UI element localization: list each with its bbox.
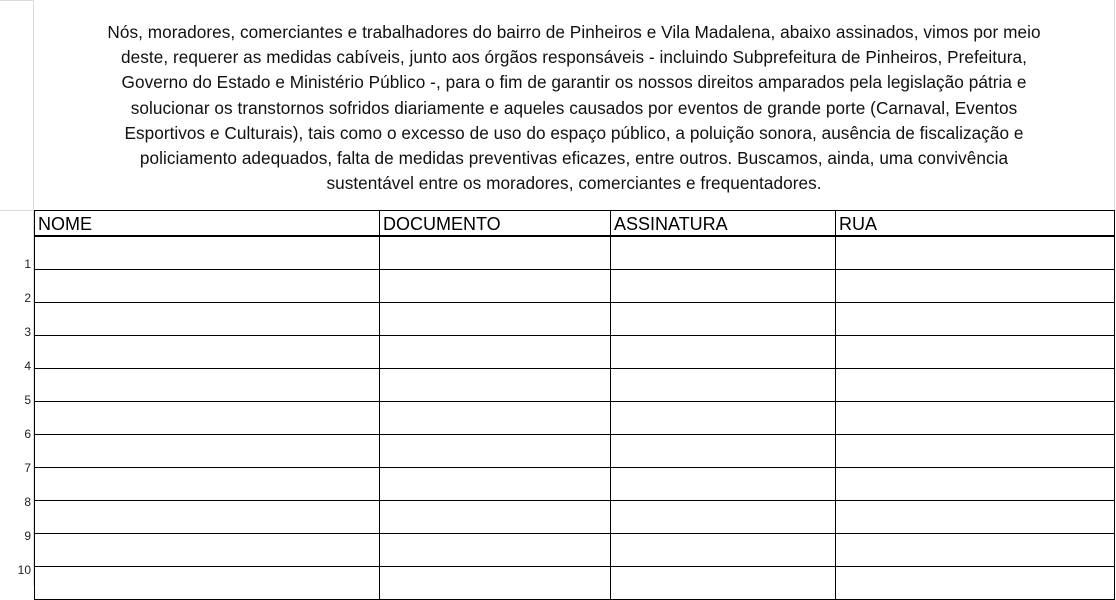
row-number (0, 476, 33, 510)
cell-documento[interactable] (380, 336, 611, 369)
row-number-label: 6 (24, 427, 31, 441)
cell-documento[interactable] (380, 435, 611, 468)
table-row (35, 402, 1115, 435)
cell-nome[interactable] (35, 369, 380, 402)
table-row (35, 567, 1115, 600)
cell-rua[interactable] (836, 369, 1115, 402)
table-row (35, 435, 1115, 468)
cell-documento[interactable] (380, 236, 611, 270)
row-number-label: 2 (24, 291, 31, 305)
row-number-label: 1 (24, 257, 31, 271)
row-number (0, 442, 33, 476)
cell-nome[interactable] (35, 402, 380, 435)
cell-nome[interactable] (35, 567, 380, 600)
table-row (35, 369, 1115, 402)
cell-rua[interactable] (836, 468, 1115, 501)
cell-rua[interactable] (836, 270, 1115, 303)
petition-line: policiamento adequados, falta de medidas preventivas eficazes, entre outros. Buscamos, ainda, uma convivência (139, 148, 1009, 169)
row-number (0, 272, 33, 306)
cell-nome[interactable] (35, 501, 380, 534)
cell-assinatura[interactable] (611, 236, 836, 270)
column-header-rua: RUA (836, 211, 1115, 237)
row-number-label: 10 (17, 563, 31, 577)
cell-rua[interactable] (836, 402, 1115, 435)
table-row (35, 534, 1115, 567)
cell-documento[interactable] (380, 567, 611, 600)
cell-assinatura[interactable] (611, 468, 836, 501)
cell-assinatura[interactable] (611, 534, 836, 567)
cell-documento[interactable] (380, 369, 611, 402)
cell-assinatura[interactable] (611, 567, 836, 600)
cell-rua[interactable] (836, 336, 1115, 369)
cell-nome[interactable] (35, 303, 380, 336)
table-row (35, 501, 1115, 534)
cell-nome[interactable] (35, 270, 380, 303)
row-number (0, 374, 33, 408)
row-number-label: 8 (24, 495, 31, 509)
cell-rua[interactable] (836, 236, 1115, 270)
row-number-label: 3 (24, 325, 31, 339)
cell-assinatura[interactable] (611, 369, 836, 402)
cell-nome[interactable] (35, 435, 380, 468)
cell-documento[interactable] (380, 402, 611, 435)
petition-line: Esportivos e Culturais), tais como o excesso de uso do espaço público, a poluição sonora, ausência de fiscalização e (124, 122, 1024, 143)
cell-nome[interactable] (35, 534, 380, 567)
row-number-label: 5 (24, 393, 31, 407)
cell-rua[interactable] (836, 303, 1115, 336)
cell-documento[interactable] (380, 468, 611, 501)
petition-line: sustentável entre os moradores, comerciantes e frequentadores. (326, 173, 822, 194)
signature-table (34, 210, 1115, 600)
cell-documento[interactable] (380, 501, 611, 534)
table-header-row (35, 211, 1115, 237)
petition-line: solucionar os transtornos sofridos diariamente e aqueles causados por eventos de grande porte (Carnaval, Eventos (130, 97, 1018, 118)
petition-line: Nós, moradores, comerciantes e trabalhadores do bairro de Pinheiros e Vila Madalena, abaixo assinados, vimos por meio (107, 22, 1041, 42)
table-row (35, 468, 1115, 501)
row-number-label: 7 (24, 461, 31, 475)
cell-rua[interactable] (836, 435, 1115, 468)
cell-assinatura[interactable] (611, 336, 836, 369)
petition-text (36, 20, 1112, 196)
petition-line: deste, requerer as medidas cabíveis, junto aos órgãos responsáveis - incluindo Subprefeitura de Pinheiros, Prefeitura, (121, 47, 1027, 68)
row-number (0, 544, 33, 578)
cell-assinatura[interactable] (611, 435, 836, 468)
cell-assinatura[interactable] (611, 303, 836, 336)
row-number (0, 408, 33, 442)
cell-assinatura[interactable] (611, 501, 836, 534)
cell-assinatura[interactable] (611, 270, 836, 303)
table-row (35, 303, 1115, 336)
cell-rua[interactable] (836, 567, 1115, 600)
cell-documento[interactable] (380, 270, 611, 303)
column-header-nome: NOME (35, 211, 380, 237)
row-number-gutter (0, 238, 33, 578)
column-header-documento: DOCUMENTO (380, 211, 611, 237)
gridline (0, 210, 34, 211)
cell-documento[interactable] (380, 303, 611, 336)
row-number (0, 306, 33, 340)
row-number (0, 510, 33, 544)
table-row (35, 236, 1115, 270)
cell-nome[interactable] (35, 336, 380, 369)
row-number (0, 238, 33, 272)
cell-nome[interactable] (35, 468, 380, 501)
cell-nome[interactable] (35, 236, 380, 270)
column-header-assinatura: ASSINATURA (611, 211, 836, 237)
cell-documento[interactable] (380, 534, 611, 567)
row-number (0, 340, 33, 374)
row-number-label: 4 (24, 359, 31, 373)
cell-rua[interactable] (836, 501, 1115, 534)
cell-rua[interactable] (836, 534, 1115, 567)
cell-assinatura[interactable] (611, 402, 836, 435)
gridline (1114, 0, 1115, 210)
gridline (0, 0, 34, 1)
petition-line: Governo do Estado e Ministério Público -, para o fim de garantir os nossos direitos amparados pela legislação pátria e (121, 72, 1027, 93)
row-number-label: 9 (24, 529, 31, 543)
table-row (35, 270, 1115, 303)
table-row (35, 336, 1115, 369)
